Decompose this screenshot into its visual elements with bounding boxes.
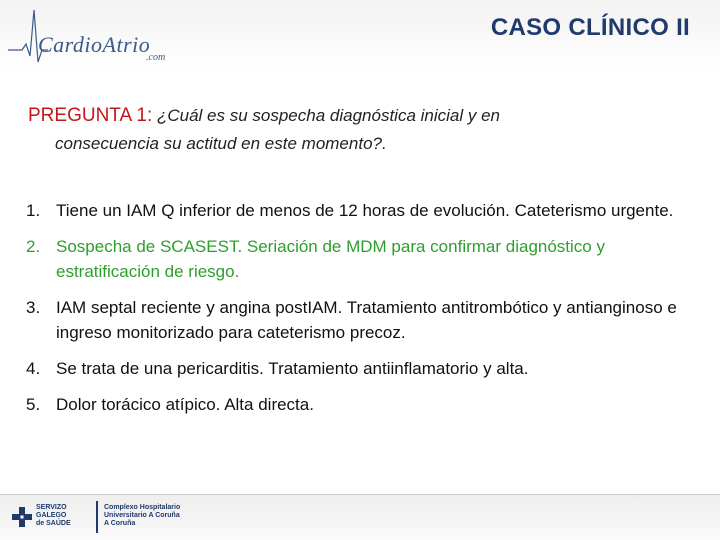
option-text: Tiene un IAM Q inferior de menos de 12 horas de evolución. Cateterismo urgente. bbox=[56, 201, 674, 220]
answer-option-1 bbox=[26, 198, 706, 223]
option-number: 4. bbox=[26, 359, 41, 378]
option-text: Se trata de una pericarditis. Tratamiento antiinflamatorio y alta. bbox=[56, 359, 529, 378]
hospital-line: Universitario A Coruña bbox=[104, 512, 180, 519]
hospital-line: Complexo Hospitalario bbox=[104, 504, 181, 511]
logo-suffix: .com bbox=[146, 52, 166, 63]
answer-option-3 bbox=[26, 295, 706, 345]
sergas-line: SERVIZO bbox=[36, 504, 67, 511]
option-text: Sospecha de SCASEST. Seriación de MDM para confirmar diagnóstico y estratificación de riesgo. bbox=[56, 237, 605, 281]
option-text: IAM septal reciente y angina postIAM. Tratamiento antitrombótico y antianginoso e ingreso monitorizado para cateterismo precoz. bbox=[56, 298, 677, 342]
option-number: 1. bbox=[26, 201, 41, 220]
option-number: 2. bbox=[26, 237, 41, 256]
option-number: 5. bbox=[26, 395, 41, 414]
hospital-line: A Coruña bbox=[104, 520, 136, 527]
option-text: Dolor torácico atípico. Alta directa. bbox=[56, 395, 314, 414]
sergas-logo-icon bbox=[12, 507, 32, 527]
hospital-logo-text bbox=[104, 504, 224, 528]
option-number: 3. bbox=[26, 298, 41, 317]
sergas-line: GALEGO bbox=[36, 512, 67, 519]
answer-option-4 bbox=[26, 356, 706, 381]
page-title: CASO CLÍNICO II bbox=[490, 14, 690, 41]
cardioatrio-logo bbox=[8, 6, 188, 68]
answer-option-2 bbox=[26, 234, 706, 284]
answer-options-list bbox=[26, 198, 706, 428]
hospital-logo-bar bbox=[96, 501, 98, 533]
question-block bbox=[28, 102, 698, 158]
footer-bar bbox=[0, 495, 720, 540]
logo-name: CardioAtrio bbox=[38, 32, 151, 57]
question-text-line1: ¿Cuál es su sospecha diagnóstica inicial y en bbox=[156, 106, 500, 125]
question-text-line2: consecuencia su actitud en este momento?. bbox=[55, 134, 387, 153]
answer-option-5 bbox=[26, 392, 706, 417]
question-label: PREGUNTA 1: bbox=[28, 105, 153, 126]
sergas-logo-text bbox=[36, 504, 96, 528]
sergas-line: de SAÚDE bbox=[36, 520, 71, 527]
